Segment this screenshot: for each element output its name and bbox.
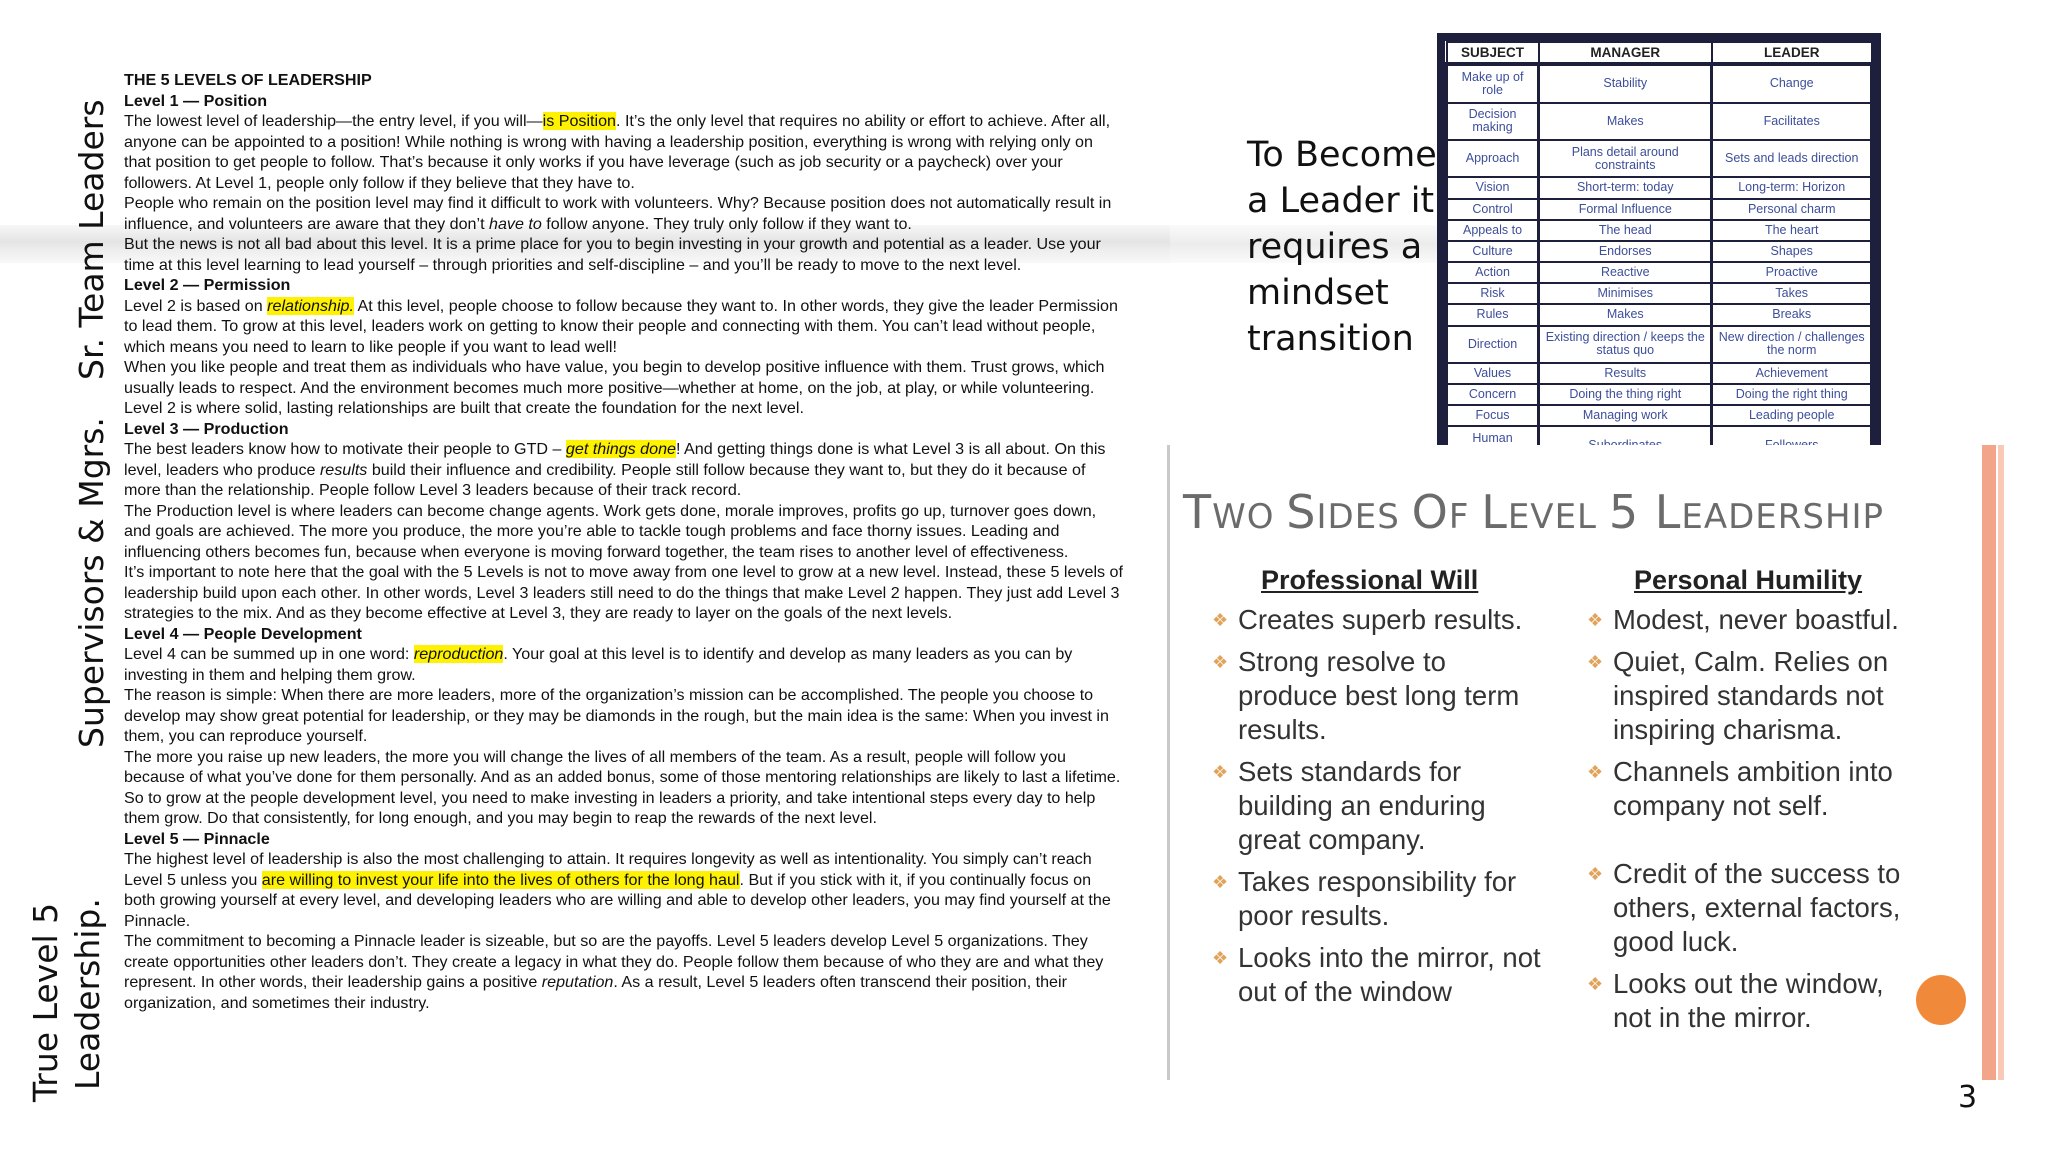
label-sr-team-leaders: Sr. Team Leaders bbox=[72, 99, 111, 380]
heading-initial: L bbox=[1481, 485, 1508, 539]
table-row bbox=[1447, 64, 1872, 103]
list-item bbox=[1585, 857, 1925, 959]
cell-manager: Results bbox=[1539, 363, 1712, 384]
cell-manager: Existing direction / keeps the status quo bbox=[1539, 326, 1712, 363]
mindset-line-1: To Become bbox=[1247, 135, 1437, 175]
level3-paragraph-2: The Production level is where leaders can become change agents. Work gets done, morale improves, profits go up, turnover goes down, and goals are achieved. The more you produce, the more you’re able to tackle tough problems and face thorny issues. Leading and influencing others becomes fun, because when everyone is moving forward together, the team rises to another level of effectiveness. bbox=[124, 501, 1097, 561]
cell-manager: Short-term: today bbox=[1539, 177, 1712, 198]
diamond-bullet-icon: ❖ bbox=[1212, 610, 1229, 630]
cell-leader: Long-term: Horizon bbox=[1712, 177, 1872, 198]
personal-humility-list bbox=[1585, 603, 1925, 1043]
bullet-text: Looks into the mirror, not out of the window bbox=[1238, 942, 1541, 1007]
highlight-relationship: relationship. bbox=[267, 296, 354, 315]
cell-leader: Facilitates bbox=[1712, 103, 1872, 140]
manager-leader-table-frame bbox=[1437, 33, 1881, 473]
diamond-bullet-icon: ❖ bbox=[1212, 652, 1229, 672]
list-item bbox=[1585, 603, 1925, 637]
cell-leader: Change bbox=[1712, 64, 1872, 103]
personal-humility-header: Personal Humility bbox=[1634, 565, 1863, 595]
heading-smallcaps: IDES bbox=[1316, 497, 1412, 537]
table-row bbox=[1447, 220, 1872, 241]
level5-paragraph-1: The highest level of leadership is also the most challenging to attain. It requires longevity as well as intentionality. You simply can’t reach Level 5 unless you are willing to invest your life into the lives of others for the long haul. But if you stick with it, if you continually focus on both growing yourself at every level, and developing leaders who are willing and able to develop other leaders, you may find yourself at the Pinnacle. bbox=[124, 850, 1111, 930]
bullet-text: Takes responsibility for poor results. bbox=[1238, 866, 1517, 931]
level1-paragraph-3: But the news is not all bad about this level. It is a prime place for you to begin investing in your growth and potential as a leader. Use your time at this level learning to lead yourself – through priorities and self-discipline – and you’ll be ready to move to the next level. bbox=[124, 235, 1101, 274]
cell-manager: Plans detail around constraints bbox=[1539, 140, 1712, 177]
professional-will-header: Professional Will bbox=[1261, 565, 1479, 595]
cell-manager: Reactive bbox=[1539, 262, 1712, 283]
cell-manager: Doing the thing right bbox=[1539, 384, 1712, 405]
cell-manager: The head bbox=[1539, 220, 1712, 241]
level2-paragraph-1: Level 2 is based on relationship. At this level, people choose to follow because they want to. In other words, they give the leader Permission to lead them. To grow at this level, leaders work on getting to know their people and connecting with them. You can’t lead without people, which means you need to learn to like people if you want to lead well! bbox=[124, 296, 1118, 356]
header-manager: MANAGER bbox=[1539, 42, 1712, 64]
bullet-text: Quiet, Calm. Relies on inspired standards not inspiring charisma. bbox=[1613, 646, 1889, 745]
label-supervisors-mgrs: Supervisors & Mgrs. bbox=[72, 417, 111, 748]
diamond-bullet-icon: ❖ bbox=[1212, 948, 1229, 968]
table-row bbox=[1447, 304, 1872, 325]
level5-paragraph-2: The commitment to becoming a Pinnacle leader is sizeable, but so are the payoffs. Level 5 leaders develop Level 5 organizations. They create opportunities other leaders don’t. They create a legacy in what they do. People follow them because of who they are and what they represent. In other words, their leadership gains a positive reputation. As a result, Level 5 leaders often transcend their position, their organization, and sometimes their industry. bbox=[124, 932, 1104, 1012]
diamond-bullet-icon: ❖ bbox=[1212, 872, 1229, 892]
slide-accent-stripe bbox=[1982, 445, 1996, 1080]
cell-leader: Breaks bbox=[1712, 304, 1872, 325]
cell-subject: Human bbox=[1447, 426, 1539, 464]
cell-leader: Leading people bbox=[1712, 405, 1872, 426]
table-row bbox=[1447, 384, 1872, 405]
mindset-line-3: requires a bbox=[1247, 227, 1423, 267]
header-leader: LEADER bbox=[1712, 42, 1872, 64]
cell-leader: Proactive bbox=[1712, 262, 1872, 283]
mindset-line-2: a Leader it bbox=[1247, 181, 1435, 221]
level2-paragraph-2: When you like people and treat them as individuals who have value, you begin to develop positive influence with them. Trust grows, which usually leads to respect. And the environment becomes much more positive—whether at home, on the job, at play, or while volunteering. Level 2 is where solid, lasting relationships are built that create the foundation for the next level. bbox=[124, 358, 1105, 417]
cell-subject: Action bbox=[1447, 262, 1539, 283]
cell-manager: Endorses bbox=[1539, 241, 1712, 262]
heading-smallcaps: EVEL bbox=[1507, 497, 1609, 537]
table-row bbox=[1447, 405, 1872, 426]
bullet-text: Channels ambition into company not self. bbox=[1613, 756, 1893, 821]
cell-leader: Doing the right thing bbox=[1712, 384, 1872, 405]
table-row bbox=[1447, 140, 1872, 177]
level4-heading: Level 4 — People Development bbox=[124, 624, 362, 643]
level4-paragraph-3: The more you raise up new leaders, the more you will change the lives of all members of the team. As a result, people will follow you because of what you’ve done for them personally. And as an added bonus, some of those mentoring relationships are likely to last a lifetime. bbox=[124, 747, 1121, 786]
table-row bbox=[1447, 177, 1872, 198]
level1-heading: Level 1 — Position bbox=[124, 91, 268, 110]
diamond-bullet-icon: ❖ bbox=[1587, 762, 1604, 782]
cell-leader: The heart bbox=[1712, 220, 1872, 241]
highlight-invest-your-life: are willing to invest your life into the lives of others for the long haul bbox=[261, 870, 740, 889]
list-item bbox=[1210, 865, 1550, 933]
cell-manager: Stability bbox=[1539, 64, 1712, 103]
diamond-bullet-icon: ❖ bbox=[1587, 610, 1604, 630]
highlight-reproduction: reproduction bbox=[413, 645, 504, 663]
level1-paragraph-2: People who remain on the position level may find it difficult to work with volunteers. Why? Because position does not automatically result in influence, and volunteers are aware that they don’t have to follow anyone. They truly only follow if they want to. bbox=[124, 194, 1112, 233]
heading-initial: O bbox=[1411, 485, 1449, 539]
cell-subject: Concern bbox=[1447, 384, 1539, 405]
cell-leader: Personal charm bbox=[1712, 199, 1872, 220]
level3-paragraph-1: The best leaders know how to motivate their people to GTD – get things done! And getting things done is what Level 3 is all about. On this level, leaders who produce results build their influence and credibility. People still follow because they want to, but they do it because of more than the relationship. People follow Level 3 leaders because of their track record. bbox=[124, 440, 1106, 499]
level1-paragraph-1: The lowest level of leadership—the entry level, if you will—is Position. It’s the only level that requires no ability or effort to achieve. After all, anyone can be appointed to a position! While nothing is wrong with having a leadership position, everything is wrong with relying only on that position to get people to follow. That’s because it only works if you have leverage (such as job security or a paycheck) over your followers. At Level 1, people only follow if they believe that they have to. bbox=[124, 112, 1111, 192]
diamond-bullet-icon: ❖ bbox=[1587, 864, 1604, 884]
level3-heading: Level 3 — Production bbox=[124, 419, 289, 438]
level3-paragraph-3: It’s important to note here that the goal with the 5 Levels is not to move away from one level to grow at a new level. Instead, these 5 levels of leadership build upon each other. In other words, Level 3 leaders still need to do the things that make Level 2 happen. They just add Level 3 strategies to the mix. And as they become effective at Level 3, they are ready to layer on the goals of the next levels. bbox=[124, 563, 1123, 622]
cell-subject: Risk bbox=[1447, 283, 1539, 304]
table-row bbox=[1447, 283, 1872, 304]
cell-leader: Takes bbox=[1712, 283, 1872, 304]
cell-manager: Managing work bbox=[1539, 405, 1712, 426]
list-item bbox=[1210, 755, 1550, 857]
cell-leader: Shapes bbox=[1712, 241, 1872, 262]
cell-manager: Formal Influence bbox=[1539, 199, 1712, 220]
cell-subject: Focus bbox=[1447, 405, 1539, 426]
bullet-text: Credit of the success to others, external factors, good luck. bbox=[1613, 858, 1901, 957]
table-row bbox=[1447, 363, 1872, 384]
mindset-line-5: transition bbox=[1247, 319, 1414, 359]
table-row bbox=[1447, 262, 1872, 283]
list-item bbox=[1585, 755, 1925, 823]
table-row bbox=[1447, 241, 1872, 262]
heading-smallcaps: F bbox=[1448, 497, 1482, 537]
mindset-line-4: mindset bbox=[1247, 273, 1389, 313]
cell-manager: Minimises bbox=[1539, 283, 1712, 304]
cell-subject: Decision making bbox=[1447, 103, 1539, 140]
table-header-row bbox=[1447, 42, 1872, 64]
bullet-text: Looks out the window, not in the mirror. bbox=[1613, 968, 1884, 1033]
level4-paragraph-4: So to grow at the people development level, you need to make investing in leaders a priority, and take intentional steps every day to help them grow. Do that consistently, for long enough, and you may begin to reap the rewards of the next level. bbox=[124, 788, 1096, 827]
article-title: THE 5 LEVELS OF LEADERSHIP bbox=[124, 71, 372, 89]
slide-accent-stripe-light bbox=[1998, 445, 2004, 1080]
list-item bbox=[1210, 645, 1550, 747]
heading-smallcaps: EADERSHIP bbox=[1681, 497, 1885, 537]
page-number: 3 bbox=[1958, 1080, 1978, 1115]
highlight-position: is Position bbox=[542, 112, 616, 130]
level4-paragraph-1: Level 4 can be summed up in one word: reproduction. Your goal at this level is to identify and develop as many leaders as you can by investing in them and helping them grow. bbox=[124, 645, 1073, 684]
slide-left-rule bbox=[1167, 445, 1170, 1080]
cell-subject: Approach bbox=[1447, 140, 1539, 177]
bullet-text: Creates superb results. bbox=[1238, 604, 1523, 635]
header-subject: SUBJECT bbox=[1447, 42, 1539, 64]
cell-leader: Achievement bbox=[1712, 363, 1872, 384]
leadership-article bbox=[124, 70, 1124, 1013]
bullet-text: Strong resolve to produce best long term results. bbox=[1238, 646, 1520, 745]
cell-subject: Values bbox=[1447, 363, 1539, 384]
cell-manager: Makes bbox=[1539, 103, 1712, 140]
table-row bbox=[1447, 103, 1872, 140]
heading-smallcaps: WO bbox=[1212, 497, 1287, 537]
label-true-level5-line1: True Level 5 bbox=[26, 902, 65, 1102]
cell-manager: Makes bbox=[1539, 304, 1712, 325]
heading-initial: T bbox=[1183, 485, 1213, 539]
cell-subject: Control bbox=[1447, 199, 1539, 220]
cell-leader: New direction / challenges the norm bbox=[1712, 326, 1872, 363]
heading-initial: L bbox=[1654, 485, 1682, 539]
highlight-get-things-done: get things done bbox=[565, 440, 676, 458]
bullet-text: Modest, never boastful. bbox=[1613, 604, 1899, 635]
cell-subject: Vision bbox=[1447, 177, 1539, 198]
list-item bbox=[1585, 967, 1925, 1035]
cell-subject: Make up of role bbox=[1447, 64, 1539, 103]
slide-heading bbox=[1183, 485, 1884, 539]
orange-circle-decoration bbox=[1916, 975, 1966, 1025]
list-item bbox=[1210, 941, 1550, 1009]
heading-initial: 5 bbox=[1608, 485, 1655, 539]
table-row bbox=[1447, 199, 1872, 220]
diamond-bullet-icon: ❖ bbox=[1587, 652, 1604, 672]
level5-slide bbox=[1167, 445, 2007, 1085]
label-true-level5-line2: Leadership. bbox=[68, 898, 107, 1090]
heading-initial: S bbox=[1286, 485, 1317, 539]
bullet-text: Sets standards for building an enduring great company. bbox=[1238, 756, 1486, 855]
cell-leader: Sets and leads direction bbox=[1712, 140, 1872, 177]
cell-subject: Direction bbox=[1447, 326, 1539, 363]
diamond-bullet-icon: ❖ bbox=[1212, 762, 1229, 782]
cell-subject: Rules bbox=[1447, 304, 1539, 325]
mindset-caption bbox=[1247, 132, 1437, 362]
manager-leader-table bbox=[1445, 41, 1873, 465]
list-item bbox=[1210, 603, 1550, 637]
level4-paragraph-2: The reason is simple: When there are more leaders, more of the organization’s mission can be accomplished. The people you choose to develop may show great potential for leadership, or they may be diamonds in the rough, but the main idea is the same: When you invest in them, you can reproduce yourself. bbox=[124, 686, 1109, 745]
list-item bbox=[1585, 645, 1925, 747]
diamond-bullet-icon: ❖ bbox=[1587, 974, 1604, 994]
cell-subject: Appeals to bbox=[1447, 220, 1539, 241]
professional-will-list bbox=[1210, 603, 1550, 1017]
table-row bbox=[1447, 326, 1872, 363]
cell-subject: Culture bbox=[1447, 241, 1539, 262]
level2-heading: Level 2 — Permission bbox=[124, 276, 291, 294]
level5-heading: Level 5 — Pinnacle bbox=[124, 829, 270, 848]
